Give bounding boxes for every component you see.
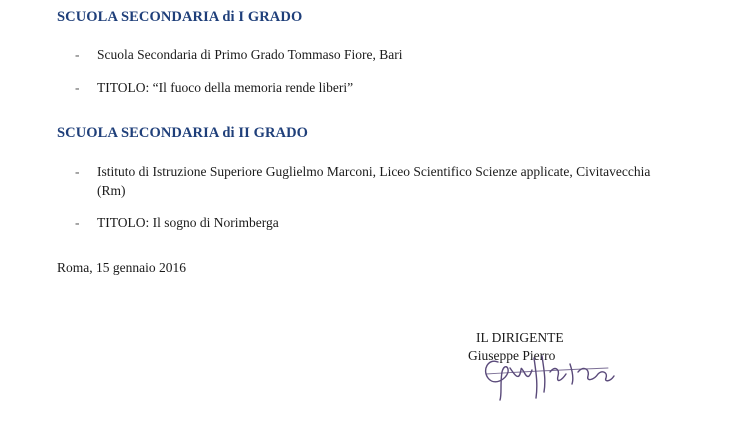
list-item-text: TITOLO: Il sogno di Norimberga bbox=[97, 215, 279, 230]
list-dash: - bbox=[75, 80, 80, 95]
list-dash: - bbox=[75, 215, 80, 230]
section-heading-ii-grado: SCUOLA SECONDARIA di II GRADO bbox=[57, 125, 309, 141]
dateline: Roma, 15 gennaio 2016 bbox=[57, 260, 186, 275]
signatory-role: IL DIRIGENTE bbox=[476, 330, 564, 345]
list-dash: - bbox=[75, 164, 80, 179]
handwritten-signature bbox=[458, 328, 628, 408]
signatory-name: Giuseppe Pierro bbox=[468, 348, 556, 363]
list-dash: - bbox=[75, 47, 80, 62]
list-item-text: Istituto di Istruzione Superiore Guglielmo Marconi, Liceo Scientifico Scienze applicate, Civitavecchia (Rm) bbox=[97, 164, 651, 198]
list-item-text: Scuola Secondaria di Primo Grado Tommaso Fiore, Bari bbox=[97, 47, 403, 62]
list-item-text: TITOLO: “Il fuoco della memoria rende liberi” bbox=[97, 80, 354, 95]
section-heading-i-grado: SCUOLA SECONDARIA di I GRADO bbox=[57, 9, 303, 25]
